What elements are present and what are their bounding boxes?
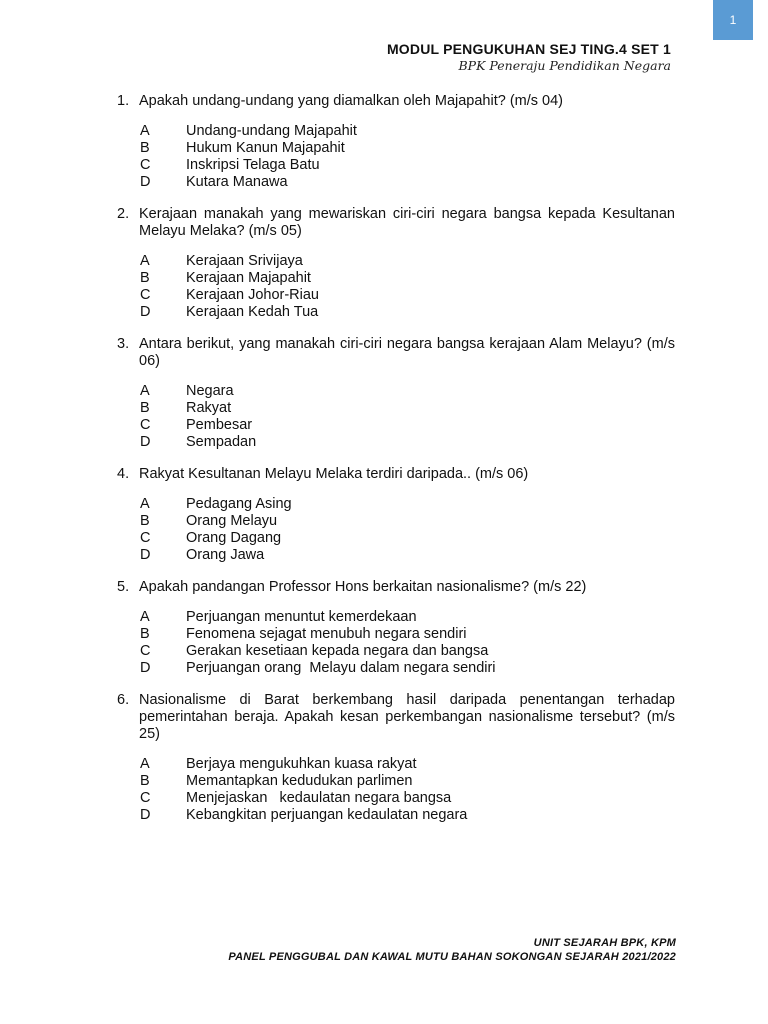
question-text: Kerajaan manakah yang mewariskan ciri-ciri negara bangsa kepada Kesultanan Melayu Melaka? (m/s 05) [139,206,675,239]
answer-options [117,756,675,824]
option-text: Memantapkan kedudukan parlimen [186,773,413,789]
answer-option [140,400,675,417]
option-letter: D [140,304,151,320]
answer-option [140,547,675,564]
question-number: 6. [117,692,130,708]
question-3 [117,336,675,451]
answer-option [140,287,675,304]
footer-unit: UNIT SEJARAH BPK, KPM [533,937,676,949]
answer-option [140,530,675,547]
answer-option [140,626,675,643]
option-text: Kerajaan Johor-Riau [186,287,319,303]
answer-option [140,807,675,824]
question-2 [117,206,675,321]
option-letter: A [140,496,150,512]
question-stem [117,466,675,483]
option-text: Pembesar [186,417,253,433]
answer-option [140,157,675,174]
option-text: Kutara Manawa [186,174,288,190]
option-text: Pedagang Asing [186,496,292,512]
option-text: Perjuangan menuntut kemerdekaan [186,609,417,625]
answer-option [140,140,675,157]
question-stem [117,336,675,370]
question-number: 3. [117,336,130,352]
answer-options [117,123,675,191]
option-letter: A [140,609,150,625]
option-letter: B [140,626,150,642]
option-text: Perjuangan orang Melayu dalam negara sendiri [186,660,496,676]
option-letter: B [140,513,150,529]
option-text: Sempadan [186,434,257,450]
option-letter: B [140,773,150,789]
document-subtitle: BPK Peneraju Pendidikan Negara [458,58,671,73]
option-text: Orang Jawa [186,547,265,563]
question-number: 2. [117,206,130,222]
page-number-badge: 1 [713,0,753,40]
question-6 [117,692,675,824]
answer-option [140,513,675,530]
answer-option [140,270,675,287]
option-text: Kebangkitan perjuangan kedaulatan negara [186,807,468,823]
answer-options [117,383,675,451]
option-text: Undang-undang Majapahit [186,123,357,139]
question-stem [117,206,675,240]
question-text: Apakah pandangan Professor Hons berkaitan nasionalisme? (m/s 22) [139,579,587,595]
question-stem [117,579,675,596]
question-stem [117,93,675,110]
question-text: Nasionalisme di Barat berkembang hasil daripada penentangan terhadap pemerintahan beraja. Apakah kesan perkembangan nasionalisme tersebut? (m/s 25) [139,692,675,742]
option-text: Negara [186,383,234,399]
answer-option [140,773,675,790]
answer-options [117,253,675,321]
answer-option [140,643,675,660]
answer-option [140,756,675,773]
option-letter: C [140,157,151,173]
question-number: 1. [117,93,130,109]
answer-option [140,609,675,626]
option-letter: C [140,790,151,806]
option-letter: D [140,434,151,450]
answer-option [140,253,675,270]
answer-option [140,304,675,321]
answer-option [140,383,675,400]
document-title: MODUL PENGUKUHAN SEJ TING.4 SET 1 [386,41,671,57]
option-letter: D [140,547,151,563]
answer-option [140,417,675,434]
answer-option [140,434,675,451]
question-text: Apakah undang-undang yang diamalkan oleh Majapahit? (m/s 04) [139,93,564,109]
question-number: 4. [117,466,130,482]
option-letter: C [140,643,151,659]
question-text: Rakyat Kesultanan Melayu Melaka terdiri daripada.. (m/s 06) [139,466,529,482]
option-letter: C [140,287,151,303]
question-text: Antara berikut, yang manakah ciri-ciri negara bangsa kerajaan Alam Melayu? (m/s 06) [139,336,675,369]
option-letter: C [140,417,151,433]
option-text: Orang Dagang [186,530,282,546]
answer-option [140,790,675,807]
answer-option [140,174,675,191]
question-5 [117,579,675,677]
option-text: Orang Melayu [186,513,278,529]
question-1 [117,93,675,191]
option-text: Fenomena sejagat menubuh negara sendiri [186,626,467,642]
option-text: Menjejaskan kedaulatan negara bangsa [186,790,452,806]
document-header [387,41,671,73]
option-text: Rakyat [186,400,232,416]
answer-option [140,123,675,140]
question-stem [117,692,675,743]
answer-option [140,496,675,513]
option-letter: A [140,253,150,269]
option-letter: B [140,270,150,286]
footer-panel: PANEL PENGGUBAL DAN KAWAL MUTU BAHAN SOKONGAN SEJARAH 2021/2022 [228,951,676,963]
option-letter: A [140,123,150,139]
option-text: Kerajaan Kedah Tua [186,304,319,320]
answer-options [117,609,675,677]
option-letter: A [140,756,150,772]
option-letter: B [140,400,150,416]
question-list [117,93,675,839]
option-text: Inskripsi Telaga Batu [186,157,320,173]
option-text: Gerakan kesetiaan kepada negara dan bangsa [186,643,489,659]
answer-option [140,660,675,677]
option-letter: D [140,807,151,823]
answer-options [117,496,675,564]
option-text: Hukum Kanun Majapahit [186,140,345,156]
option-letter: D [140,174,151,190]
option-text: Berjaya mengukuhkan kuasa rakyat [186,756,417,772]
question-number: 5. [117,579,130,595]
option-text: Kerajaan Majapahit [186,270,311,286]
option-text: Kerajaan Srivijaya [186,253,303,269]
option-letter: D [140,660,151,676]
option-letter: C [140,530,151,546]
question-4 [117,466,675,564]
option-letter: B [140,140,150,156]
document-footer [228,936,676,964]
option-letter: A [140,383,150,399]
